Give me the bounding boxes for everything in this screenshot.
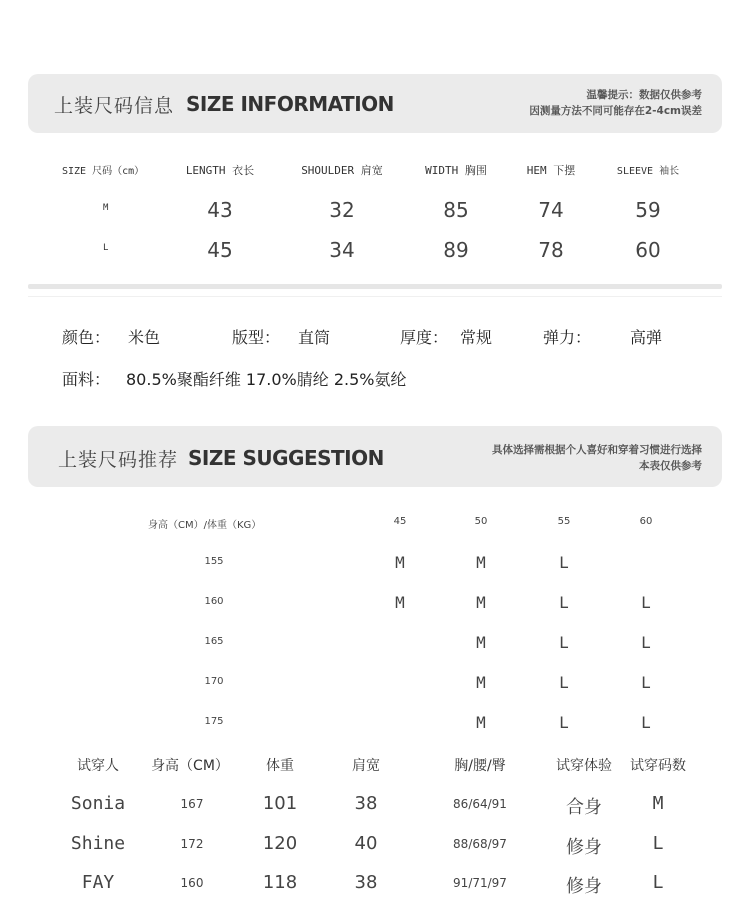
suggested-size: M: [395, 593, 405, 612]
width-cell: 89: [443, 238, 469, 262]
shoulder-cell: 34: [329, 238, 355, 262]
section-divider-thin: [28, 296, 722, 297]
length-cell: 45: [207, 238, 233, 262]
size-info-note: [529, 87, 702, 119]
sleeve-cell: 60: [635, 238, 661, 262]
tryon-name: FAY: [81, 872, 115, 893]
suggested-size: L: [641, 673, 651, 692]
tryon-weight: 120: [262, 833, 298, 854]
weight-header: 50: [474, 516, 488, 527]
size-suggestion-note-line1: 具体选择需根据个人喜好和穿着习惯进行选择: [492, 444, 702, 456]
tryon-shoulder: 38: [354, 793, 378, 814]
elasticity-value: 高弹: [630, 328, 663, 347]
suggested-size: M: [476, 593, 486, 612]
hem-cell: 74: [538, 198, 564, 222]
tryon-weight: 118: [262, 872, 298, 893]
tryon-header-size: 试穿码数: [630, 758, 686, 774]
tryon-height: 172: [180, 837, 204, 851]
tryon-feel: 修身: [566, 876, 602, 897]
suggested-size: L: [641, 713, 651, 732]
height-label: 175: [204, 716, 224, 727]
color-label: 颜色：: [62, 328, 111, 347]
length-cell: 43: [207, 198, 233, 222]
suggested-size: L: [641, 593, 651, 612]
tryon-bwh: 86/64/91: [453, 797, 507, 811]
fit-value: 直筒: [298, 328, 331, 347]
height-label: 170: [204, 676, 224, 687]
tryon-bwh: 91/71/97: [453, 876, 507, 890]
tryon-header-shoulder: 肩宽: [352, 758, 380, 774]
width-cell: 85: [443, 198, 469, 222]
weight-header: 45: [393, 516, 407, 527]
size-cell: M: [103, 203, 109, 213]
suggested-size: L: [559, 713, 569, 732]
suggested-size: L: [559, 593, 569, 612]
tryon-header-bwh: 胸/腰/臀: [454, 758, 506, 774]
size-cell: L: [103, 243, 109, 253]
suggested-size: L: [559, 553, 569, 572]
thickness-value: 常规: [460, 328, 493, 347]
fabric-value: 80.5%聚酯纤维 17.0%腈纶 2.5%氨纶: [126, 370, 407, 389]
tryon-size: L: [652, 872, 664, 893]
elasticity-label: 弹力：: [543, 328, 592, 347]
length-header: LENGTH 衣长: [185, 164, 255, 177]
tryon-height: 167: [180, 797, 204, 811]
hem-header: HEM 下摆: [526, 164, 576, 177]
weight-header: 55: [557, 516, 571, 527]
tryon-shoulder: 40: [354, 833, 378, 854]
tryon-header-feel: 试穿体验: [556, 758, 612, 774]
tryon-feel: 合身: [566, 797, 602, 818]
corner-label: 身高（CM）/体重（KG）: [148, 520, 262, 531]
size-suggestion-title-en: SIZE SUGGESTION: [188, 446, 384, 470]
suggested-size: L: [559, 673, 569, 692]
height-label: 160: [204, 596, 224, 607]
tryon-bwh: 88/68/97: [453, 837, 507, 851]
section-divider: [28, 284, 722, 289]
size-suggestion-note-line2: 本表仅供参考: [639, 460, 702, 472]
tryon-header-weight: 体重: [266, 758, 294, 774]
tryon-height: 160: [180, 876, 204, 890]
size-info-note-line1: 温馨提示：数据仅供参考: [586, 89, 702, 101]
suggested-size: M: [395, 553, 405, 572]
tryon-name: Sonia: [70, 793, 126, 814]
size-info-title-cn: 上装尺码信息: [54, 95, 175, 117]
suggested-size: M: [476, 673, 486, 692]
size-suggestion-title-cn: 上装尺码推荐: [58, 449, 179, 471]
sleeve-header: SLEEVE 袖长: [616, 166, 680, 177]
color-value: 米色: [128, 328, 161, 347]
suggested-size: M: [476, 713, 486, 732]
size-suggestion-banner: [28, 426, 722, 487]
size-info-banner: [28, 74, 722, 133]
tryon-size: L: [652, 833, 664, 854]
shoulder-cell: 32: [329, 198, 355, 222]
height-label: 165: [204, 636, 224, 647]
sleeve-cell: 59: [635, 198, 661, 222]
size-info-note-line2: 因测量方法不同可能存在2-4cm误差: [529, 105, 702, 117]
fabric-label: 面料：: [62, 370, 111, 389]
shoulder-header: SHOULDER 肩宽: [301, 164, 383, 177]
suggested-size: L: [559, 633, 569, 652]
suggested-size: M: [476, 553, 486, 572]
thickness-label: 厚度：: [400, 328, 449, 347]
tryon-header-name: 试穿人: [77, 758, 119, 774]
suggested-size: M: [476, 633, 486, 652]
tryon-weight: 101: [262, 793, 298, 814]
tryon-shoulder: 38: [354, 872, 378, 893]
hem-cell: 78: [538, 238, 564, 262]
height-label: 155: [204, 556, 224, 567]
size-info-title-en: SIZE INFORMATION: [186, 92, 394, 116]
tryon-name: Shine: [70, 833, 126, 854]
suggested-size: L: [641, 633, 651, 652]
size-header: SIZE 尺码（cm）: [62, 166, 145, 177]
tryon-feel: 修身: [566, 837, 602, 858]
tryon-header-height: 身高（CM）: [151, 758, 229, 774]
width-header: WIDTH 胸围: [425, 164, 487, 177]
tryon-size: M: [652, 793, 664, 814]
fit-label: 版型：: [232, 328, 281, 347]
size-suggestion-note: [492, 442, 702, 474]
weight-header: 60: [639, 516, 653, 527]
